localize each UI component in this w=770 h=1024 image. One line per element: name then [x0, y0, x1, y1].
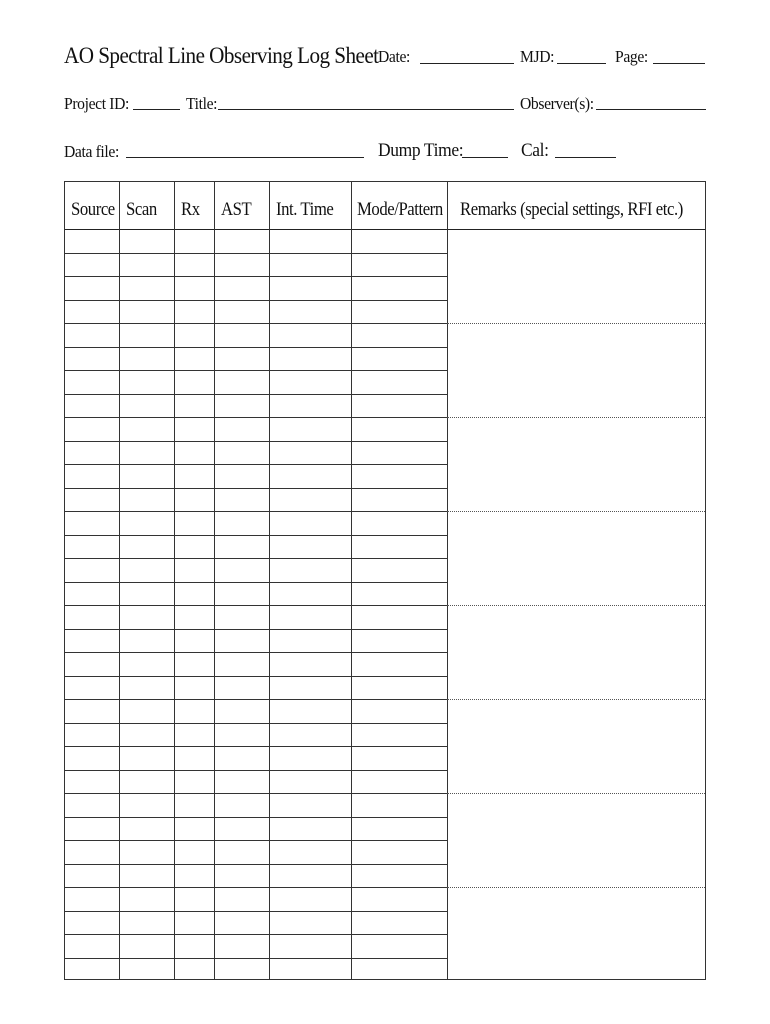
cal-field[interactable] — [555, 157, 616, 158]
remarks-group-rule — [447, 511, 705, 512]
project-id-field[interactable] — [133, 109, 180, 110]
row-rule — [65, 864, 447, 865]
row-rule — [65, 276, 447, 277]
sheet-title: AO Spectral Line Observing Log Sheet — [64, 43, 379, 68]
row-rule — [65, 629, 447, 630]
row-rule — [65, 887, 447, 888]
column-rule — [174, 182, 175, 979]
title-label: Title: — [186, 94, 218, 113]
observers-label: Observer(s): — [520, 94, 594, 113]
remarks-group-rule — [447, 417, 705, 418]
row-rule — [65, 464, 447, 465]
project-id-label: Project ID: — [64, 94, 130, 113]
row-rule — [65, 370, 447, 371]
title-field[interactable] — [218, 109, 514, 110]
row-rule — [65, 253, 447, 254]
observing-log-table — [64, 181, 706, 980]
row-rule — [65, 770, 447, 771]
column-header-source: Source — [71, 199, 115, 220]
row-rule — [65, 394, 447, 395]
page-label: Page: — [615, 47, 648, 66]
row-rule — [65, 676, 447, 677]
dump-time-label: Dump Time: — [378, 140, 464, 161]
column-rule — [214, 182, 215, 979]
row-rule — [65, 300, 447, 301]
row-rule — [65, 723, 447, 724]
column-header-int-time: Int. Time — [276, 199, 334, 220]
date-label: Date: — [378, 47, 411, 66]
column-rule — [269, 182, 270, 979]
row-rule — [65, 441, 447, 442]
row-rule — [65, 582, 447, 583]
row-rule — [65, 699, 447, 700]
row-rule — [65, 417, 447, 418]
row-rule — [65, 535, 447, 536]
remarks-group-rule — [447, 323, 705, 324]
mjd-field[interactable] — [557, 63, 606, 64]
row-rule — [65, 911, 447, 912]
column-header-ast: AST — [221, 199, 252, 220]
column-rule — [119, 182, 120, 979]
row-rule — [65, 652, 447, 653]
row-rule — [65, 746, 447, 747]
column-header-remarks: Remarks (special settings, RFI etc.) — [460, 199, 683, 220]
row-rule — [65, 323, 447, 324]
remarks-group-rule — [447, 605, 705, 606]
column-header-mode-pattern: Mode/Pattern — [357, 199, 443, 220]
row-rule — [65, 934, 447, 935]
data-file-field[interactable] — [126, 157, 364, 158]
cal-label: Cal: — [521, 140, 549, 161]
row-rule — [65, 605, 447, 606]
column-header-rx: Rx — [181, 199, 200, 220]
observers-field[interactable] — [596, 109, 706, 110]
row-rule — [65, 347, 447, 348]
column-header-scan: Scan — [126, 199, 157, 220]
row-rule — [65, 511, 447, 512]
row-rule — [65, 488, 447, 489]
dump-time-field[interactable] — [462, 157, 508, 158]
mjd-label: MJD: — [520, 47, 555, 66]
column-rule — [351, 182, 352, 979]
row-rule — [65, 958, 447, 959]
row-rule — [65, 793, 447, 794]
date-field[interactable] — [420, 63, 514, 64]
remarks-group-rule — [447, 887, 705, 888]
data-file-label: Data file: — [64, 142, 119, 161]
row-rule — [65, 840, 447, 841]
column-rule — [447, 182, 448, 979]
header-rule — [65, 229, 705, 230]
remarks-group-rule — [447, 793, 705, 794]
row-rule — [65, 817, 447, 818]
row-rule — [65, 558, 447, 559]
remarks-group-rule — [447, 699, 705, 700]
page-field[interactable] — [653, 63, 705, 64]
